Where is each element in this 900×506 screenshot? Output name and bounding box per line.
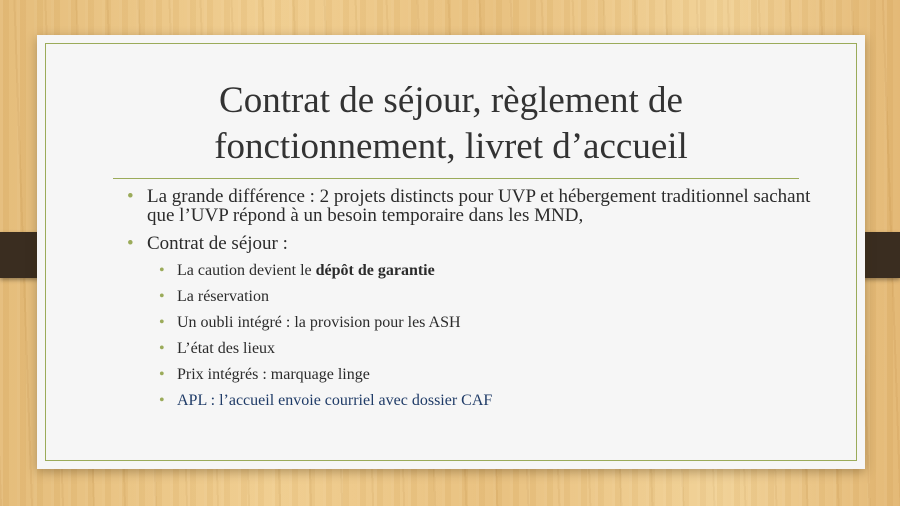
bullet-dot-icon: • [159,314,165,331]
bullet-text: Contrat de séjour : [147,233,288,254]
title-line-1: Contrat de séjour, règlement de [219,80,683,121]
slide [37,35,865,469]
sub-bullet-text: La réservation [177,288,269,305]
bullet-item-contrat [127,234,827,410]
sub-bullet-text: La caution devient le [177,262,316,279]
sub-bullet-reservation [147,288,827,306]
bullet-dot-icon: • [127,233,134,254]
sub-bullet-prix [147,366,827,384]
bullet-item-difference [127,187,827,225]
slide-content [127,187,827,419]
bullet-dot-icon: • [159,366,165,383]
sub-bullet-text: L’état des lieux [177,340,276,357]
title-line-2: fonctionnement, livret d’accueil [214,126,688,167]
bullet-dot-icon: • [159,262,165,279]
title-divider [113,178,799,179]
bullet-dot-icon: • [159,288,165,305]
bullet-text: La grande différence : 2 projets distincts pour UVP et hébergement traditionnel sachant que l’UVP répond à un besoin temporaire dans les MND, [147,186,811,226]
slide-title [37,78,865,170]
bullet-dot-icon: • [127,186,134,207]
sub-bullet-caution [147,262,827,280]
sub-bullet-text: Un oubli intégré : la provision pour les ASH [177,314,461,331]
sub-bullet-text: Prix intégrés : marquage linge [177,366,370,383]
sub-bullet-etat-des-lieux [147,340,827,358]
bullet-dot-icon: • [159,340,165,357]
sub-bullet-oubli [147,314,827,332]
sub-bullet-bold-text: dépôt de garantie [315,262,435,279]
bullet-dot-icon: • [159,392,165,409]
sub-bullet-apl [147,392,827,410]
sub-bullet-text: APL : l’accueil envoie courriel avec dossier CAF [177,392,493,409]
